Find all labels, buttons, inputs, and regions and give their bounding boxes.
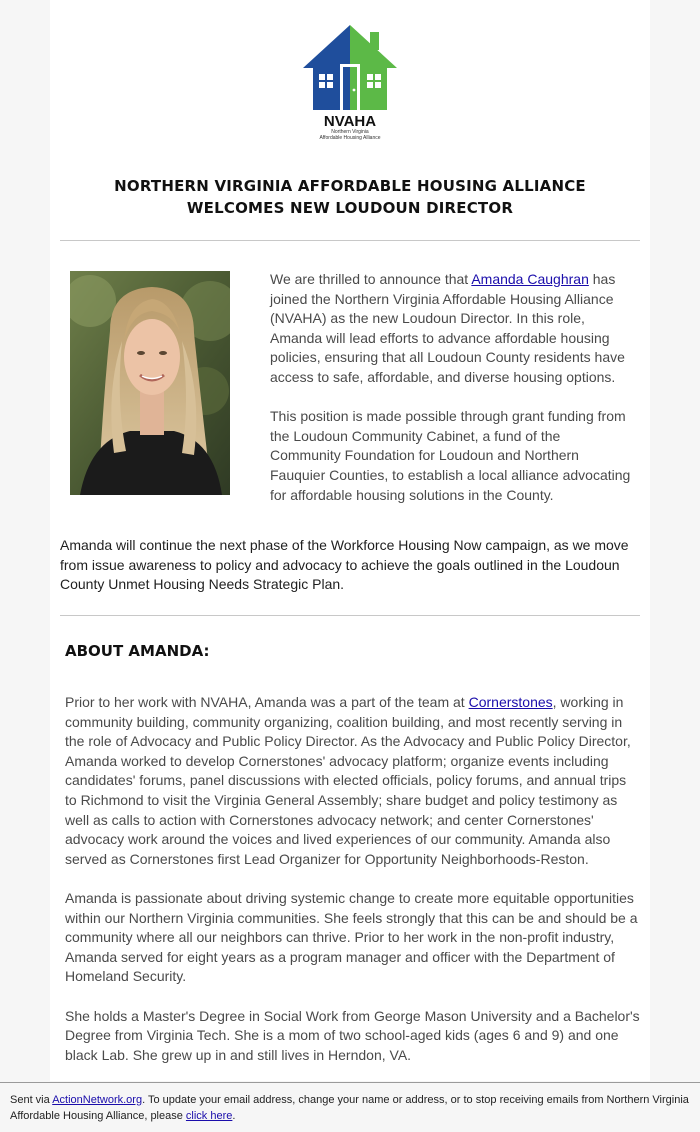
intro-p1-end: has joined the Northern Virginia Affordable Housing Alliance (NVAHA) as the new Loudoun Director. In this role, Amanda will lead efforts to advance affordable housing policies, ensuring that all Loudoun County residents have access to safe, affordable, and diverse housing options. (270, 271, 625, 385)
logo-tagline-line1: Northern Virginia (331, 129, 369, 135)
amanda-photo (70, 271, 230, 495)
about-heading: ABOUT AMANDA: (65, 642, 210, 660)
portrait-image (70, 271, 230, 495)
intro-paragraph-1 (270, 270, 632, 388)
footer-instructions: . To update your email address, change your name or address, or to stop receiving emails from Northern Virginia Affordable Housing Alliance, please (10, 1094, 689, 1122)
amanda-caughran-link[interactable]: Amanda Caughran (471, 271, 589, 287)
divider-top (60, 240, 640, 241)
divider-middle (60, 615, 640, 616)
footer-text (0, 1083, 700, 1124)
intro-p1-start: We are thrilled to announce that (270, 271, 472, 287)
intro-text (270, 270, 632, 525)
house-logo-icon (300, 22, 400, 142)
campaign-paragraph: Amanda will continue the next phase of the Workforce Housing Now campaign, as we move from issue awareness to policy and advocacy to achieve the goals outlined in the Loudoun County Unmet Housing Needs Strategic Plan. (60, 537, 629, 593)
about-paragraph-1 (65, 693, 640, 869)
footer-end: . (232, 1110, 236, 1122)
page-headline (50, 175, 650, 219)
logo-tagline-line2: Affordable Housing Alliance (319, 135, 381, 141)
about-paragraph-2: Amanda is passionate about driving systemic change to create more equitable opportunities within our Northern Virginia communities. She feels strongly that this can be and should be a community where all our neighbors can thrive. Prior to her work in the non-profit industry, Amanda served for eight years as a program manager and officer with the Department of Homeland Security. (65, 889, 638, 985)
headline-line-1: NORTHERN VIRGINIA AFFORDABLE HOUSING ALLIANCE (114, 177, 586, 195)
cornerstones-link[interactable]: Cornerstones (468, 694, 553, 710)
headline-line-2: WELCOMES NEW LOUDOUN DIRECTOR (186, 199, 514, 217)
about-p1-start: Prior to her work with NVAHA, Amanda was a part of the team at (65, 694, 469, 710)
logo-name: NVAHA (323, 113, 377, 130)
email-footer (0, 1082, 700, 1132)
about-text (65, 693, 640, 1081)
about-paragraph-3: She holds a Master's Degree in Social Work from George Mason University and a Bachelor's Degree from Virginia Tech. She is a mom of two school-aged kids (ages 6 and 9) and one black Lab. She grew up in and still lives in Herndon, VA. (65, 1007, 640, 1063)
email-body (50, 0, 650, 1081)
unsubscribe-link[interactable]: click here (185, 1110, 233, 1122)
intro-paragraph-2: This position is made possible through grant funding from the Loudoun Community Cabinet, a fund of the Community Foundation for Loudoun and Northern Fauquier Counties, to establish a local alliance advocating for affordable housing solutions in the County. (270, 408, 631, 503)
actionnetwork-link[interactable]: ActionNetwork.org (52, 1094, 143, 1106)
footer-sent-via: Sent via (10, 1094, 53, 1106)
about-p1-end: , working in community building, community organizing, coalition building, and most recently serving in the role of Advocacy and Public Policy Director. As the Advocacy and Public Policy Director, Amanda worked to develop Cornerstones' advocacy platform; organize events including candidates' forums, panel discussions with elected officials, policy forums, and annual trips to Richmond to visit the Virginia General Assembly; share budget and policy testimony as well as calls to action with Cornerstones advocacy network; and center Cornerstones' advocacy work around the voices and lived experiences of our community. Amanda also served as Cornerstones first Lead Organizer for Opportunity Neighborhoods-Reston. (65, 694, 631, 867)
nvaha-logo (300, 22, 400, 142)
